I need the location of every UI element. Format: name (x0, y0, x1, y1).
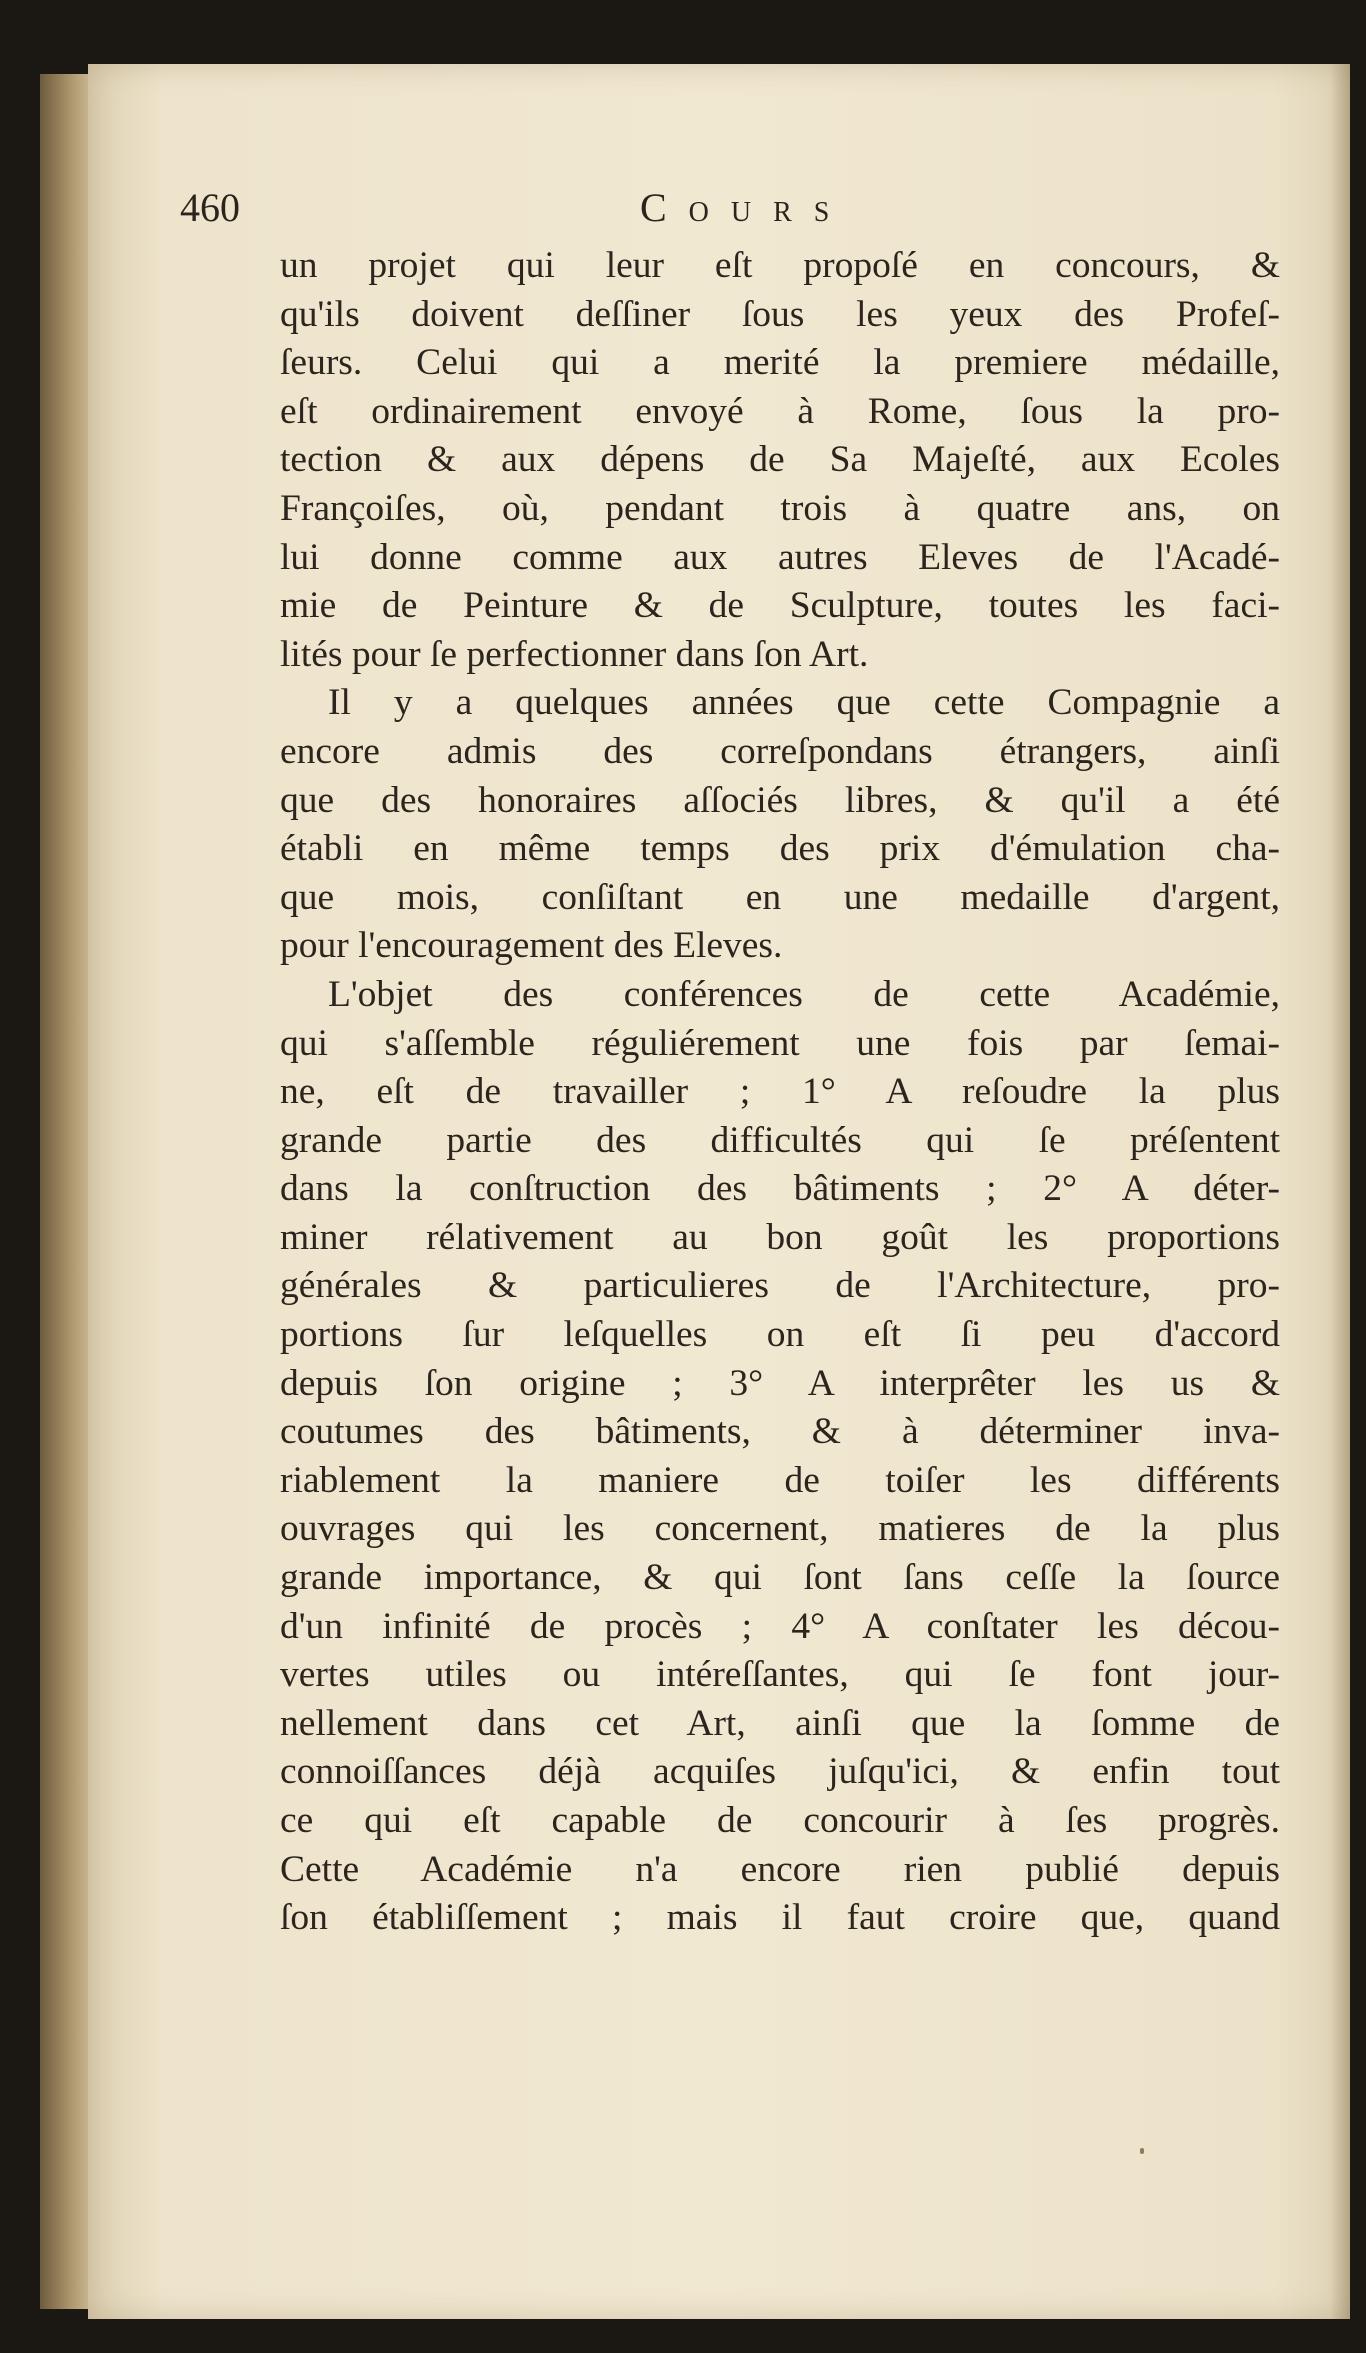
text-line: Il y a quelques années que cette Compagnie a (328, 682, 1280, 724)
text-line: nellement dans cet Art, ainſi que la ſomme de (280, 1702, 1280, 1744)
text-line: mie de Peinture & de Sculpture, toutes les faci- (280, 585, 1280, 627)
body-text (280, 242, 1280, 1943)
text-line: riablement la maniere de toiſer les différents (280, 1459, 1280, 1501)
page-edge-shadow (1330, 64, 1350, 2319)
text-line: Françoiſes, où, pendant trois à quatre ans, on (280, 487, 1280, 529)
text-line: coutumes des bâtiments, & à déterminer inva- (280, 1411, 1280, 1453)
text-line: miner rélativement au bon goût les proportions (280, 1216, 1280, 1258)
text-line: pour l'encouragement des Eleves. (280, 925, 783, 967)
text-line: eſt ordinairement envoyé à Rome, ſous la pro- (280, 390, 1280, 432)
text-line: générales & particulieres de l'Architecture, pro- (280, 1265, 1280, 1307)
book-spine (40, 74, 92, 2309)
text-line: grande partie des difficultés qui ſe préſentent (280, 1119, 1280, 1161)
text-line: dans la conſtruction des bâtiments ; 2° A déter- (280, 1168, 1280, 1210)
text-line: portions ſur leſquelles on eſt ſi peu d'accord (280, 1314, 1280, 1356)
text-line: connoiſſances déjà acquiſes juſqu'ici, & enfin tout (280, 1751, 1280, 1793)
text-line: d'un infinité de procès ; 4° A conſtater les décou- (280, 1605, 1280, 1647)
text-line: ce qui eſt capable de concourir à ſes progrès. (280, 1800, 1280, 1841)
text-line: que des honoraires aſſociés libres, & qu'il a été (280, 779, 1280, 821)
text-line: ſeurs. Celui qui a merité la premiere médaille, (280, 342, 1280, 384)
text-line: ouvrages qui les concernent, matieres de la plus (280, 1508, 1280, 1550)
text-line: lités pour ſe perfectionner dans ſon Art. (280, 633, 869, 675)
page-number: 460 (180, 185, 240, 230)
text-line: ſon établiſſement ; mais il faut croire que, quand (280, 1897, 1280, 1939)
text-line: que mois, conſiſtant en une medaille d'argent, (280, 876, 1280, 918)
paper-speck (1140, 2148, 1144, 2154)
text-line: depuis ſon origine ; 3° A interprêter les us & (280, 1362, 1280, 1404)
text-line: encore admis des correſpondans étrangers, ainſi (280, 730, 1280, 772)
text-line: vertes utiles ou intéreſſantes, qui ſe font jour- (280, 1654, 1280, 1696)
running-head (180, 184, 1275, 244)
running-title: Cours (640, 185, 852, 230)
text-line: un projet qui leur eſt propoſé en concours, & (280, 245, 1280, 286)
text-line: ne, eſt de travailler ; 1° A reſoudre la plus (280, 1071, 1280, 1113)
text-line: grande importance, & qui ſont ſans ceſſe la ſource (280, 1557, 1280, 1599)
text-line: qu'ils doivent deſſiner ſous les yeux des Profeſ- (280, 293, 1280, 335)
text-line: établi en même temps des prix d'émulation cha- (280, 828, 1280, 870)
text-line: lui donne comme aux autres Eleves de l'Acadé- (280, 536, 1280, 578)
text-line: Cette Académie n'a encore rien publié depuis (280, 1848, 1280, 1890)
text-line: qui s'aſſemble réguliérement une fois par ſemai- (280, 1022, 1280, 1064)
text-line: tection & aux dépens de Sa Majeſté, aux Ecoles (280, 439, 1280, 481)
text-line: L'objet des conférences de cette Académie, (328, 973, 1280, 1015)
